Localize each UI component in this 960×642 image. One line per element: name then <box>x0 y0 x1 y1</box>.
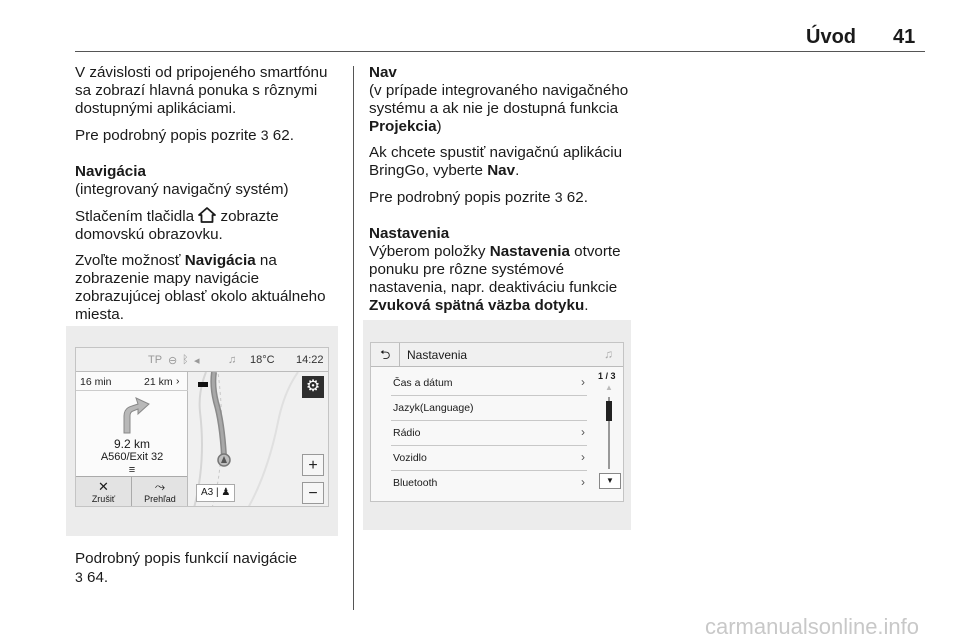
caption-arrow-icon: 3 <box>75 569 83 585</box>
scrollbar-thumb[interactable] <box>606 401 612 421</box>
page-number: 41 <box>893 26 916 48</box>
close-icon: ✕ <box>98 479 109 494</box>
settings-item-time-date[interactable]: Čas a dátum › <box>391 371 587 396</box>
map-settings-button[interactable]: ⚙ <box>302 376 324 398</box>
chevron-right-icon: › <box>581 425 585 439</box>
navigation-caption: Podrobný popis funkcií navigácie 3 64. <box>75 550 298 586</box>
nav-heading: Nav <box>369 64 397 81</box>
settings-heading: Nastavenia <box>369 225 450 242</box>
eta: 16 min <box>80 376 112 388</box>
bringgo-paragraph: Ak chcete spustiť navigačnú aplikáciu BringGo, vyberte Nav. <box>369 144 623 179</box>
settings-item-bluetooth[interactable]: Bluetooth › <box>393 475 585 489</box>
bluetooth-icon: ᛒ <box>182 354 189 366</box>
page-indicator: 1 / 3 <box>598 371 616 381</box>
route-button-bar <box>76 476 187 506</box>
speaker-icon: ⊖ <box>168 355 178 367</box>
navigation-subheading: (integrovaný navigačný systém) <box>75 181 289 198</box>
next-road-name: A560/Exit 32 <box>100 451 164 463</box>
header-rule <box>75 51 925 52</box>
tp-indicator: TP <box>148 354 163 366</box>
turn-arrow-icon <box>116 394 152 434</box>
scroll-down-button[interactable]: ▼ <box>599 473 621 489</box>
right-reference-paragraph: Pre podrobný popis pozrite 3 62. <box>369 189 588 206</box>
watermark: carmanualsonline.info <box>705 614 920 639</box>
column-divider <box>353 66 354 610</box>
chevron-right-icon: › <box>581 475 585 489</box>
map-view[interactable] <box>188 372 328 506</box>
settings-screenshot <box>363 320 631 530</box>
choose-navigation-paragraph: Zvoľte možnosť Navigácia na zobrazenie mapy navigácie zobrazujúcej oblasť okolo aktuálneho miesta. <box>75 252 326 323</box>
back-button[interactable]: ⮌ <box>380 347 391 362</box>
settings-screen-title: Nastavenia <box>407 348 468 362</box>
zoom-in-button[interactable]: + <box>302 454 324 476</box>
settings-paragraph: Výberom položky Nastavenia otvorte ponuku pre rôzne systémové nastavenia, napr. deaktiváciu funkcie Zvuková spätná väzba dotyku. <box>369 243 621 314</box>
temperature: 18°C <box>250 354 275 366</box>
intro-paragraph: V závislosti od pripojeného smartfónu sa zobrazí hlavná ponuka s rôznymi dostupnými aplikáciami. <box>75 64 328 117</box>
chevron-right-icon[interactable]: › <box>176 375 180 387</box>
home-paragraph: Stlačením tlačidla zobrazte domovskú obrazovku. <box>75 208 279 243</box>
right-reference-arrow-icon: 3 <box>554 189 563 205</box>
overview-button[interactable]: ⤳ Prehľad <box>132 477 188 507</box>
chevron-right-icon: › <box>581 450 585 464</box>
music-icon: ♫ <box>604 347 613 361</box>
navigation-heading: Navigácia <box>75 163 146 180</box>
cancel-button[interactable]: ✕ Zrušiť <box>76 477 132 507</box>
reference-arrow-icon: 3 <box>260 127 269 143</box>
status-bar <box>76 348 328 372</box>
navigation-screen <box>75 347 329 507</box>
route-icon: ⤳ <box>154 479 166 494</box>
total-distance: 21 km <box>144 376 173 388</box>
settings-item-language[interactable]: Jazyk(Language) <box>391 396 587 421</box>
reference-paragraph: Pre podrobný popis pozrite 3 62. <box>75 127 294 144</box>
music-icon: ♫ <box>228 354 237 366</box>
chevron-right-icon: › <box>581 375 585 389</box>
left-column <box>75 64 343 332</box>
clock: 14:22 <box>296 354 324 366</box>
nav-paragraph: (v prípade integrovaného navigačného systému a ak nie je dostupná funkcia Projekcia) <box>369 82 629 135</box>
list-icon[interactable]: ≡ <box>128 464 136 476</box>
section-title: Úvod <box>806 26 856 48</box>
scroll-up-button[interactable]: ▲ <box>605 383 613 392</box>
settings-screen <box>370 342 624 502</box>
settings-item-vehicle[interactable]: Vozidlo › <box>391 446 587 471</box>
route-panel <box>76 372 188 506</box>
right-column <box>369 64 641 323</box>
settings-title-bar <box>371 343 623 367</box>
zoom-out-button[interactable]: − <box>302 482 324 504</box>
navigation-screenshot <box>66 326 338 536</box>
next-turn-distance: 9.2 km <box>113 437 150 451</box>
home-icon <box>198 207 216 223</box>
volume-icon: ◂ <box>194 355 200 367</box>
settings-item-radio[interactable]: Rádio › <box>391 421 587 446</box>
road-indicator: A3 | ♟ <box>196 484 235 502</box>
traffic-icon: ♟ <box>221 487 231 498</box>
